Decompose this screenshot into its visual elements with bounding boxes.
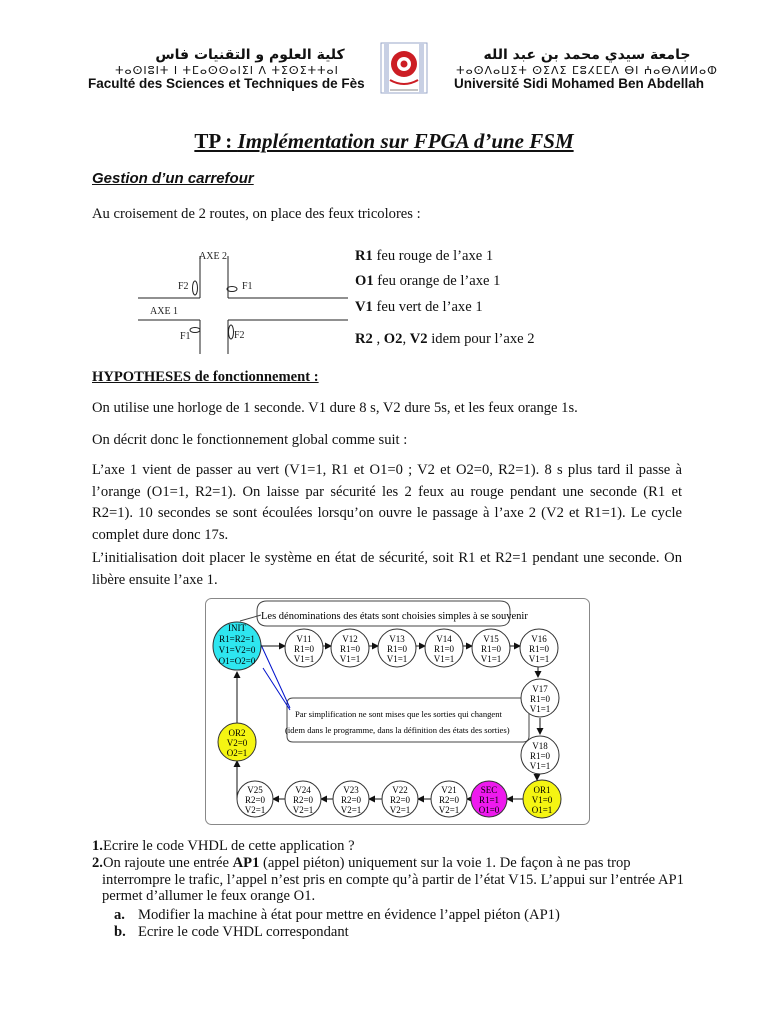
callout-mid-line2: (idem dans le programme, dans la définition des états des sorties) bbox=[285, 725, 510, 735]
state-init-line2: V1=V2=0 bbox=[218, 645, 256, 655]
state-v25-line2: V2=1 bbox=[244, 805, 266, 815]
subquestion-b-text: Ecrire le code VHDL correspondant bbox=[138, 924, 349, 940]
state-v13-line1: R1=0 bbox=[386, 644, 408, 654]
state-v21-name: V21 bbox=[441, 785, 457, 795]
question-2-bold: AP1 bbox=[232, 855, 260, 871]
paragraph-description: On décrit donc le fonctionnement global comme suit : bbox=[92, 432, 408, 448]
legend-r1 bbox=[355, 248, 493, 265]
legend-o1-bold: O1 bbox=[355, 273, 374, 289]
state-v18-name: V18 bbox=[532, 741, 548, 751]
state-v24-name: V24 bbox=[295, 785, 311, 795]
callout-top-text: Les dénominations des états sont choisies simples à se souvenir bbox=[261, 611, 528, 622]
state-v23-line1: R2=0 bbox=[340, 795, 362, 805]
university-french-name: Université Sidi Mohamed Ben Abdellah bbox=[454, 76, 705, 91]
state-or1-line1: V1=0 bbox=[531, 795, 553, 805]
question-1-text: Ecrire le code VHDL de cette application ? bbox=[102, 838, 355, 854]
state-v18-line1: R1=0 bbox=[529, 751, 551, 761]
state-v21-line1: R2=0 bbox=[438, 795, 460, 805]
legend-o2-bold: O2 bbox=[383, 331, 403, 347]
subquestion-b-label: b. bbox=[114, 924, 126, 940]
university-arabic-name: جامعة سيدي محمد بن عبد الله bbox=[483, 47, 691, 63]
callout-mid-line1: Par simplification ne sont mises que les sorties qui changent bbox=[295, 709, 502, 719]
label-f1-top: F1 bbox=[242, 281, 253, 292]
label-axe1: AXE 1 bbox=[150, 306, 179, 317]
legend-v1 bbox=[355, 299, 483, 316]
subquestion-b bbox=[114, 924, 349, 941]
state-init-line3: O1=O2=0 bbox=[218, 656, 256, 666]
legend-axe2-text: idem pour l’axe 2 bbox=[427, 331, 535, 347]
legend-axe2 bbox=[355, 331, 535, 348]
state-sec-line2: O1=0 bbox=[478, 805, 500, 815]
legend-o1 bbox=[355, 273, 500, 290]
state-or1-name: OR1 bbox=[533, 785, 551, 795]
state-v16-line1: R1=0 bbox=[528, 644, 550, 654]
state-or1-line2: O1=1 bbox=[531, 805, 553, 815]
state-v12-name: V12 bbox=[342, 634, 358, 644]
title-italic: Implémentation sur FPGA d’une FSM bbox=[237, 129, 574, 153]
state-v25-name: V25 bbox=[247, 785, 263, 795]
faculty-tifinagh-name: ⵜⴰⵙⵏⵓⵏⵜ ⵏ ⵜⵎⴰⵙⵙⴰⵏⵉⵏ ⴷ ⵜⵉⵙⵉⵜⵜⴰⵏ bbox=[115, 64, 339, 77]
question-2-number: 2. bbox=[92, 855, 103, 871]
state-v24-line2: V2=1 bbox=[292, 805, 314, 815]
paragraph-functioning: L’axe 1 vient de passer au vert (V1=1, R1 et O1=0 ; V2 et O2=0, R2=1). 8 s plus tard il passe à l’orange (O1=1, R2=1). On laisse par sécurité les 2 feux au rouge pendant une seconde (R1 et R2=1). 10 secondes se sont écoulées lorsqu’on ouvre le passage à l’axe 2 (V2 et R1=1). Le cycle complet dure donc 17s. bbox=[92, 462, 682, 543]
state-v14-line1: R1=0 bbox=[433, 644, 455, 654]
state-v12-line2: V1=1 bbox=[339, 654, 361, 664]
state-v23-line2: V2=1 bbox=[340, 805, 362, 815]
state-or2-name: OR2 bbox=[228, 728, 246, 738]
legend-v2-bold: V2 bbox=[409, 331, 428, 347]
paragraph-clock: On utilise une horloge de 1 seconde. V1 dure 8 s, V2 dure 5s, et les feux orange 1s. bbox=[92, 400, 578, 416]
label-f1-bottom: F1 bbox=[180, 331, 191, 342]
label-f2-top: F2 bbox=[178, 281, 189, 292]
question-1 bbox=[92, 838, 692, 855]
state-v13-line2: V1=1 bbox=[386, 654, 408, 664]
state-v22-name: V22 bbox=[392, 785, 408, 795]
state-v17-name: V17 bbox=[532, 684, 548, 694]
legend-r1-bold: R1 bbox=[355, 248, 373, 264]
legend-r2-bold: R2 bbox=[355, 331, 373, 347]
state-v21-line2: V2=1 bbox=[438, 805, 460, 815]
state-init-line1: R1=R2=1 bbox=[219, 634, 255, 644]
state-v24-line1: R2=0 bbox=[292, 795, 314, 805]
question-2-text-b: (appel piéton) uniquement sur la voie 1. De façon à ne pas trop interrompre le trafic, l’appel n’est pris en compte qu’à partir de l’état V15. L’appui sur l’entrée AP1 permet d’allumer le feux orange O1. bbox=[102, 855, 684, 904]
intro-paragraph: Au croisement de 2 routes, on place des feux tricolores : bbox=[92, 206, 421, 222]
state-v17-line2: V1=1 bbox=[529, 704, 551, 714]
state-v22-line1: R2=0 bbox=[389, 795, 411, 805]
state-v15-line1: R1=0 bbox=[480, 644, 502, 654]
hypotheses-heading: HYPOTHESES de fonctionnement : bbox=[92, 369, 319, 385]
state-v16-name: V16 bbox=[531, 634, 547, 644]
section-subtitle: Gestion d’un carrefour bbox=[92, 170, 254, 187]
state-v15-name: V15 bbox=[483, 634, 499, 644]
label-axe2: AXE 2 bbox=[199, 251, 228, 262]
subquestion-a-text: Modifier la machine à état pour mettre en évidence l’appel piéton (AP1) bbox=[138, 907, 560, 923]
state-sec-line1: R1=1 bbox=[478, 795, 500, 805]
faculty-arabic-name: كلية العلوم و التقنيات فاس bbox=[155, 47, 345, 63]
legend-sep2: , bbox=[402, 331, 410, 347]
subquestion-a bbox=[114, 907, 560, 924]
university-tifinagh-name: ⵜⴰⵙⴷⴰⵡⵉⵜ ⵙⵉⴷⵉ ⵎⵓⵃⵎⵎⴷ ⴱⵏ ⵄⴰⴱⴷⵍⵍⴰⵀ bbox=[456, 64, 718, 77]
state-v15-line2: V1=1 bbox=[480, 654, 502, 664]
paragraph-initialisation: L’initialisation doit placer le système en état de sécurité, soit R1 et R2=1 pendant une seconde. On libère ensuite l’axe 1. bbox=[92, 550, 682, 588]
legend-r1-text: feu rouge de l’axe 1 bbox=[372, 248, 494, 264]
faculty-french-name: Faculté des Sciences et Techniques de Fès bbox=[88, 76, 365, 91]
legend-v1-text: feu vert de l’axe 1 bbox=[372, 299, 483, 315]
state-v18-line2: V1=1 bbox=[529, 761, 551, 771]
state-v17-line1: R1=0 bbox=[529, 694, 551, 704]
legend-v1-bold: V1 bbox=[355, 299, 373, 315]
question-2-text-a: On rajoute une entrée bbox=[102, 855, 233, 871]
fsm-diagram bbox=[205, 598, 590, 825]
state-v11-line1: R1=0 bbox=[293, 644, 315, 654]
label-f2-bottom: F2 bbox=[234, 330, 245, 341]
state-v13-name: V13 bbox=[389, 634, 405, 644]
state-sec-name: SEC bbox=[480, 785, 498, 795]
state-v22-line2: V2=1 bbox=[389, 805, 411, 815]
state-v14-line2: V1=1 bbox=[433, 654, 455, 664]
subquestion-a-label: a. bbox=[114, 907, 125, 923]
state-v16-line2: V1=1 bbox=[528, 654, 550, 664]
question-2 bbox=[92, 855, 690, 905]
state-v25-line1: R2=0 bbox=[244, 795, 266, 805]
state-v11-line2: V1=1 bbox=[293, 654, 315, 664]
page-title bbox=[0, 129, 768, 154]
state-init-name: INIT bbox=[228, 623, 246, 633]
legend-sep1: , bbox=[372, 331, 384, 347]
legend-o1-text: feu orange de l’axe 1 bbox=[373, 273, 501, 289]
state-v11-name: V11 bbox=[296, 634, 312, 644]
state-v23-name: V23 bbox=[343, 785, 359, 795]
state-v12-line1: R1=0 bbox=[339, 644, 361, 654]
state-or2-line1: V2=0 bbox=[226, 738, 248, 748]
state-v14-name: V14 bbox=[436, 634, 452, 644]
title-prefix: TP : bbox=[194, 129, 238, 153]
state-or2-line2: O2=1 bbox=[226, 748, 248, 758]
university-logo bbox=[376, 40, 432, 98]
question-1-number: 1. bbox=[92, 838, 103, 854]
crossroad-diagram bbox=[138, 248, 348, 356]
